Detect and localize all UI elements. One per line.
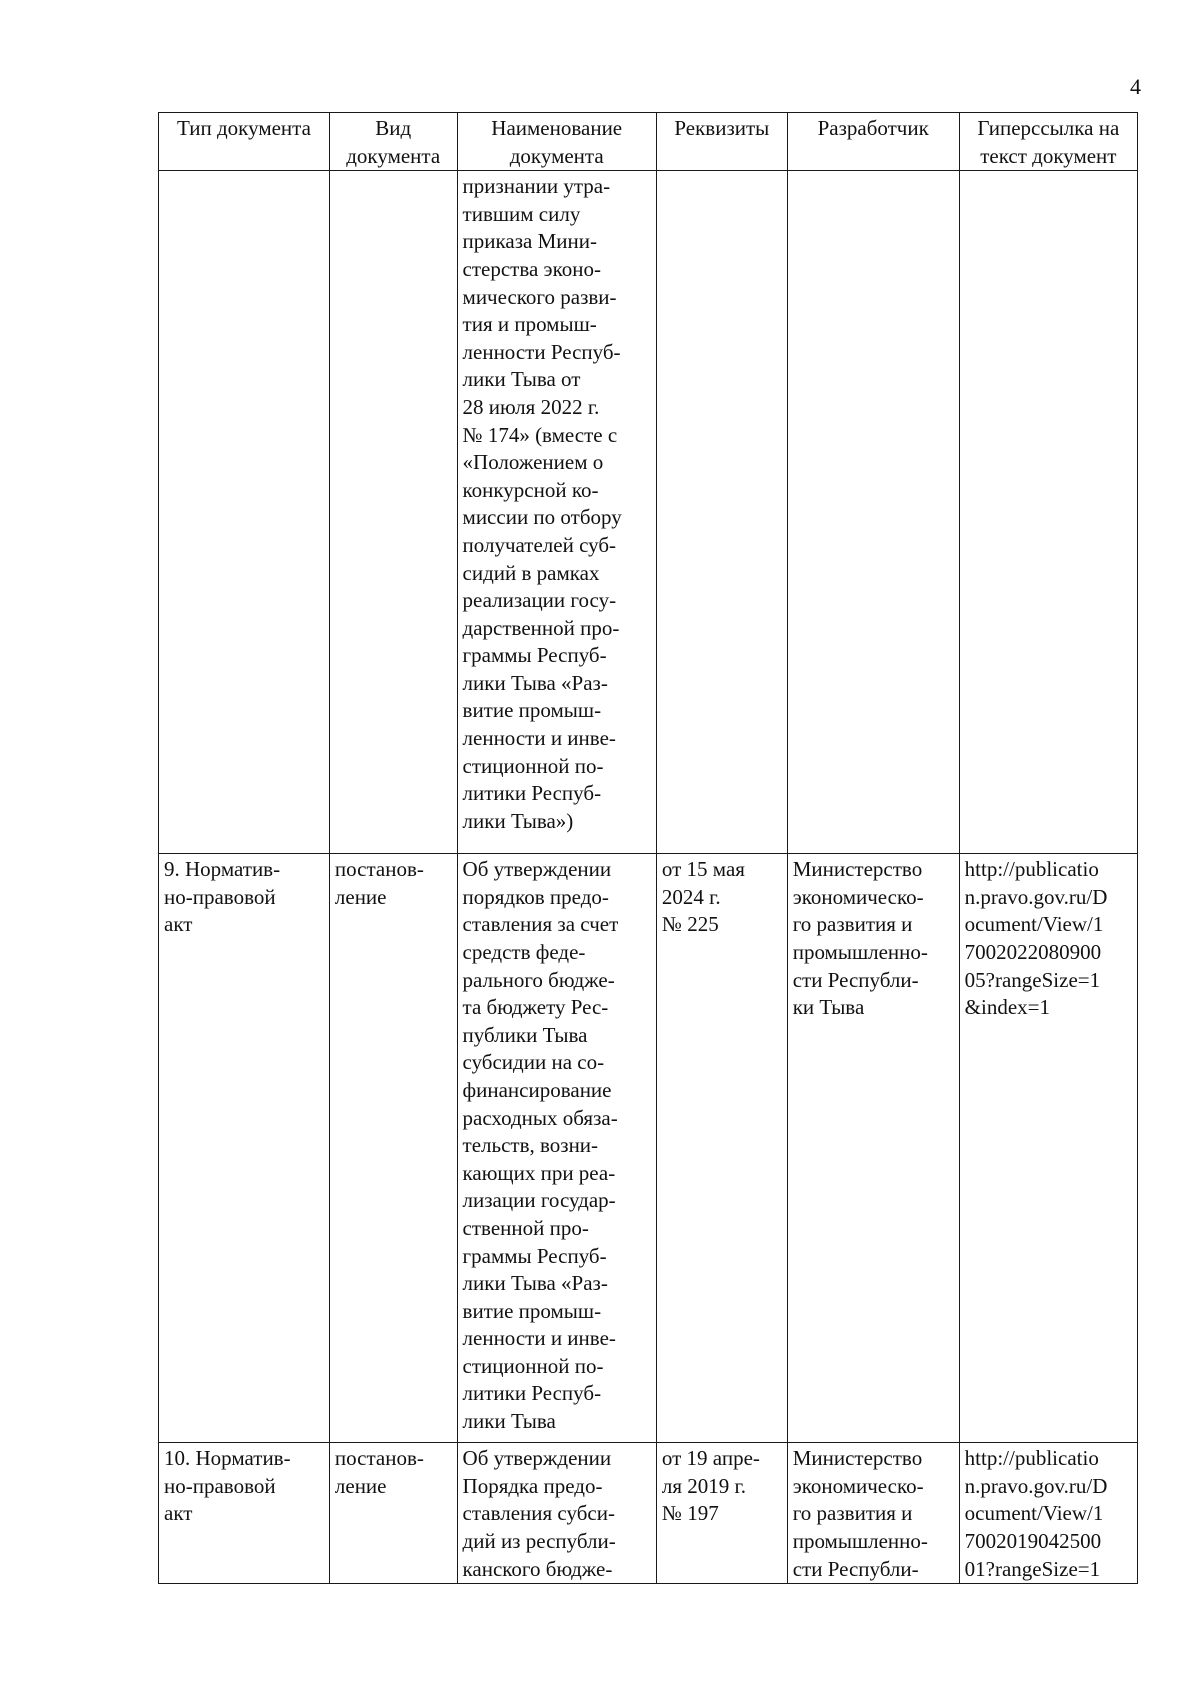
cell-doc-name: признании утра- тившим силу приказа Мини- стерства эконо- мического разви- тия и промыш- ленности Респуб- лики Тыва от 28 июля 2022 г. № 174» (вместе с «Положением о конкурсной ко- миссии по отбору получателей суб- сидий в рамках реализации госу- дарственной про- граммы Респуб- лики Тыва «Раз- витие промыш- ленности и инве- стиционной по- литики Респуб- лики Тыва»): [457, 171, 656, 854]
cell-doc-type: 9. Норматив- но-правовой акт: [159, 854, 330, 1443]
page-number: 4: [1130, 74, 1141, 99]
cell-doc-name: Об утверждении Порядка предо- ставления субси- дий из республи- канского бюдже-: [457, 1443, 656, 1584]
cell-requisites: [656, 171, 787, 854]
cell-doc-type: [159, 171, 330, 854]
header-doc-kind: Вид документа: [329, 113, 457, 171]
cell-developer: [787, 171, 959, 854]
cell-requisites: от 15 мая 2024 г. № 225: [656, 854, 787, 1443]
table-row: [159, 171, 1138, 854]
cell-doc-kind: [329, 171, 457, 854]
cell-developer: Министерство экономическо- го развития и промышленно- сти Республи- ки Тыва: [787, 854, 959, 1443]
header-hyperlink: Гиперссылка на текст документ: [959, 113, 1137, 171]
cell-developer: Министерство экономическо- го развития и промышленно- сти Республи-: [787, 1443, 959, 1584]
table-row: [159, 854, 1138, 1443]
documents-table: [158, 112, 1138, 1584]
cell-doc-kind: постанов- ление: [329, 1443, 457, 1584]
header-developer: Разработчик: [787, 113, 959, 171]
table-row: [159, 1443, 1138, 1584]
cell-hyperlink: [959, 171, 1137, 854]
cell-doc-kind: постанов- ление: [329, 854, 457, 1443]
cell-requisites: от 19 апре- ля 2019 г. № 197: [656, 1443, 787, 1584]
cell-hyperlink: http://publicatio n.pravo.gov.ru/D ocument/View/1 7002019042500 01?rangeSize=1: [959, 1443, 1137, 1584]
header-doc-type: Тип документа: [159, 113, 330, 171]
cell-hyperlink: http://publicatio n.pravo.gov.ru/D ocument/View/1 7002022080900 05?rangeSize=1 &index=1: [959, 854, 1137, 1443]
table-header-row: [159, 113, 1138, 171]
cell-doc-name: Об утверждении порядков предо- ставления за счет средств феде- рального бюдже- та бюджету Рес- публики Тыва субсидии на со- финансирование расходных обяза- тельств, возни- кающих при реа- лизации государ- ственной про- граммы Респуб- лики Тыва «Раз- витие промыш- ленности и инве- стиционной по- литики Респуб- лики Тыва: [457, 854, 656, 1443]
header-requisites: Реквизиты: [656, 113, 787, 171]
header-doc-name: Наименование документа: [457, 113, 656, 171]
cell-doc-type: 10. Норматив- но-правовой акт: [159, 1443, 330, 1584]
